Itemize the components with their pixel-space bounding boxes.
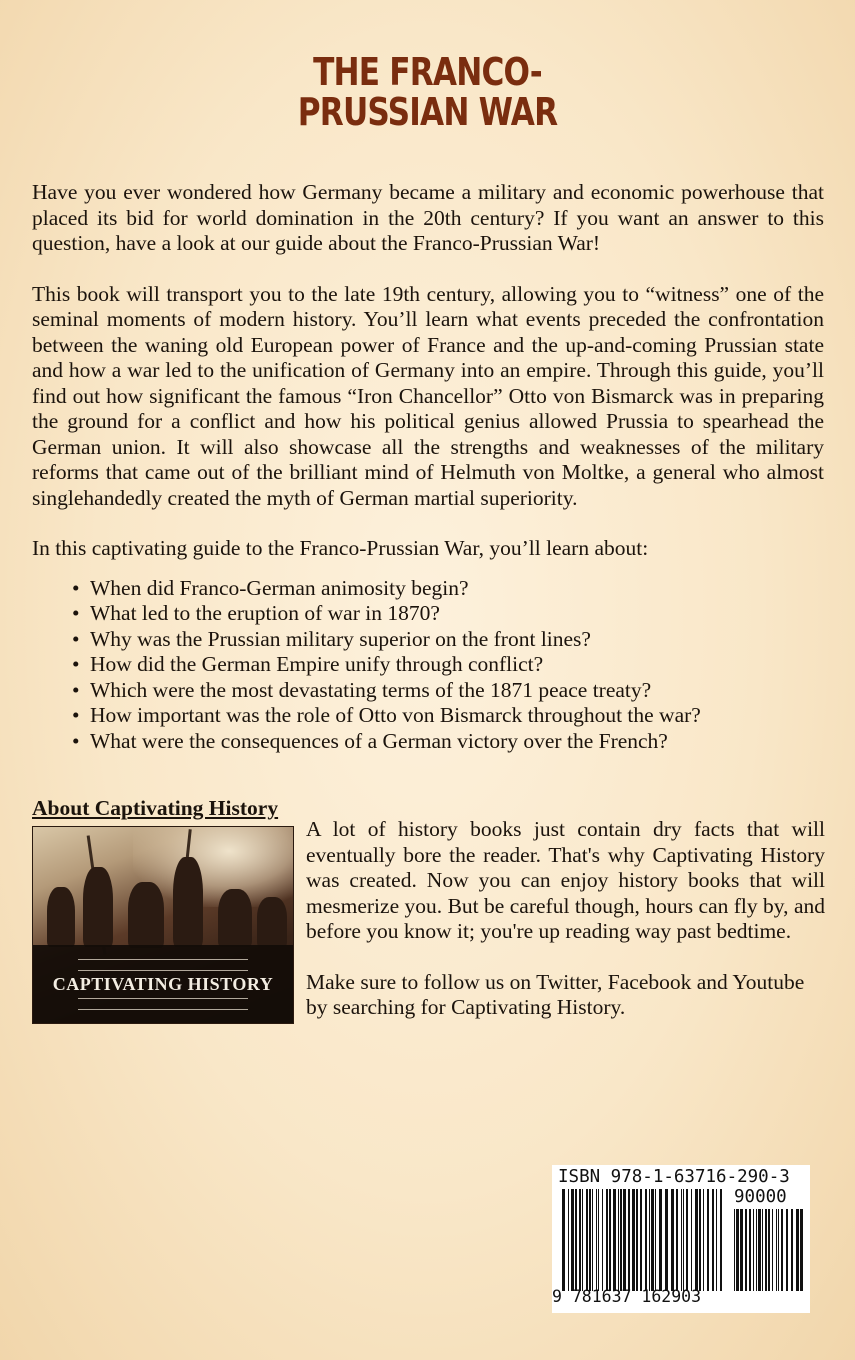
barcode-bar bbox=[645, 1189, 647, 1291]
soldier-figure bbox=[173, 857, 203, 947]
barcode-bar bbox=[655, 1189, 656, 1291]
barcode-bar bbox=[699, 1189, 701, 1291]
barcode-bar bbox=[575, 1189, 577, 1291]
barcode-bar bbox=[695, 1189, 698, 1291]
barcode-bar bbox=[800, 1209, 803, 1291]
barcode-bar bbox=[756, 1209, 757, 1291]
publisher-logo-image bbox=[32, 826, 294, 1024]
barcode-bar bbox=[791, 1209, 793, 1291]
learn-about-intro: In this captivating guide to the Franco-Prussian War, you’ll learn about: bbox=[32, 536, 649, 560]
barcode-bar bbox=[649, 1189, 650, 1291]
learn-about-list bbox=[32, 576, 824, 755]
barcode-bar bbox=[681, 1189, 682, 1291]
barcode-bar bbox=[632, 1189, 635, 1291]
barcode-bar bbox=[758, 1209, 761, 1291]
logo-band bbox=[33, 945, 293, 1023]
about-heading: About Captivating History bbox=[32, 796, 279, 820]
barcode-bar bbox=[651, 1189, 654, 1291]
barcode-bar bbox=[796, 1209, 799, 1291]
title-line-1: THE FRANCO- bbox=[313, 50, 542, 94]
soldier-figure bbox=[83, 867, 113, 947]
barcode-bar bbox=[736, 1209, 739, 1291]
barcode-bar bbox=[691, 1189, 692, 1291]
barcode-bar bbox=[602, 1189, 603, 1291]
barcode-bar bbox=[716, 1189, 717, 1291]
summary-paragraph: This book will transport you to the late 19th century, allowing you to “witness” one of the seminal moments of modern history. You’ll learn what events preceded the confrontation between the waning old European power of France and the up-and-coming Prussian state and how a war led to the unification of Germany into an empire. Through this guide, you’ll find out how significant the famous “Iron Chancellor” Otto von Bismarck was in preparing the ground for a conflict and how his political genius allowed Prussia to spearhead the German union. It will also showcase all the strengths and weaknesses of the military reforms that came out of the brilliant mind of Helmuth von Moltke, a general who almost singlehandedly created the myth of German martial superiority. bbox=[32, 281, 824, 510]
barcode-bar bbox=[683, 1189, 684, 1291]
list-item: • Which were the most devastating terms of the 1871 peace treaty? bbox=[90, 678, 824, 704]
isbn-barcode bbox=[552, 1165, 810, 1313]
barcode-bar bbox=[720, 1189, 722, 1291]
follow-paragraph: Make sure to follow us on Twitter, Facebook and Youtube by searching for Captivating History. bbox=[306, 969, 805, 1019]
about-text bbox=[306, 817, 825, 1046]
barcode-bar bbox=[686, 1189, 688, 1291]
barcode-bar bbox=[676, 1189, 678, 1291]
barcode-bar bbox=[740, 1209, 743, 1291]
barcode-bar bbox=[707, 1189, 709, 1291]
barcode-bar bbox=[776, 1209, 777, 1291]
ornament-top bbox=[78, 959, 248, 971]
barcode-bar bbox=[606, 1189, 608, 1291]
soldier-figure bbox=[47, 887, 75, 947]
barcode-bar bbox=[762, 1209, 763, 1291]
barcode-bar bbox=[589, 1189, 591, 1291]
barcode-bar bbox=[749, 1209, 751, 1291]
barcode-bar bbox=[598, 1189, 599, 1291]
description bbox=[32, 180, 824, 754]
about-paragraph: A lot of history books just contain dry facts that will eventually bore the reader. That's why Captivating History was created. Now you can enjoy history books that will mesmerize you. But be careful though, hours can fly by, and before you know it; you're up reading way past bedtime. bbox=[306, 817, 825, 943]
book-title bbox=[77, 52, 778, 132]
barcode-bar bbox=[753, 1209, 754, 1291]
barcode-bar bbox=[636, 1189, 638, 1291]
soldier-figure bbox=[257, 897, 287, 947]
barcode-bar bbox=[659, 1189, 662, 1291]
ornament-bottom bbox=[78, 998, 248, 1010]
barcode-bar bbox=[562, 1189, 565, 1291]
barcode-bar bbox=[772, 1209, 773, 1291]
barcode-bar bbox=[665, 1189, 668, 1291]
barcode-bar bbox=[734, 1209, 735, 1291]
barcode-bar bbox=[628, 1189, 630, 1291]
list-item: • Why was the Prussian military superior on the front lines? bbox=[90, 627, 824, 653]
barcode-bar bbox=[765, 1209, 767, 1291]
barcode-bar bbox=[786, 1209, 788, 1291]
title-line-2: PRUSSIAN WAR bbox=[297, 90, 558, 134]
barcode-bar bbox=[568, 1189, 569, 1291]
barcode-bar bbox=[609, 1189, 611, 1291]
barcode-bar bbox=[703, 1189, 704, 1291]
barcode-bar bbox=[571, 1189, 574, 1291]
list-item: • How important was the role of Otto von Bismarck throughout the war? bbox=[90, 703, 824, 729]
barcode-bar bbox=[745, 1209, 747, 1291]
barcode-bar bbox=[618, 1189, 619, 1291]
barcode-bar bbox=[586, 1189, 588, 1291]
list-item: • When did Franco-German animosity begin? bbox=[90, 576, 824, 602]
soldier-figure bbox=[128, 882, 164, 948]
barcode-bars bbox=[562, 1189, 722, 1291]
barcode-bar bbox=[582, 1189, 583, 1291]
intro-paragraph: Have you ever wondered how Germany became a military and economic powerhouse that placed its bid for world domination in the 20th century? If you want an answer to this question, have a look at our guide about the Franco-Prussian War! bbox=[32, 180, 824, 255]
list-item: • What were the consequences of a German victory over the French? bbox=[90, 729, 824, 755]
barcode-bar bbox=[592, 1189, 593, 1291]
barcode-bar bbox=[781, 1209, 783, 1291]
barcode-bar bbox=[768, 1209, 770, 1291]
barcode-bar bbox=[613, 1189, 616, 1291]
soldier-figure bbox=[218, 889, 252, 947]
list-item: • How did the German Empire unify through conflict? bbox=[90, 652, 824, 678]
barcode-bar bbox=[579, 1189, 581, 1291]
list-item: • What led to the eruption of war in 1870? bbox=[90, 601, 824, 627]
ean-digits: 9 781637 162903 bbox=[552, 1287, 702, 1306]
barcode-bar bbox=[712, 1189, 714, 1291]
price-addon-text: 90000 bbox=[734, 1187, 787, 1207]
barcode-bar bbox=[671, 1189, 674, 1291]
barcode-bar bbox=[640, 1189, 642, 1291]
barcode-bar bbox=[620, 1189, 622, 1291]
logo-label: CAPTIVATING HISTORY bbox=[52, 973, 274, 994]
addon-barcode-bars bbox=[734, 1209, 804, 1291]
barcode-bar bbox=[623, 1189, 626, 1291]
isbn-text: ISBN 978-1-63716-290-3 bbox=[558, 1167, 790, 1187]
barcode-bar bbox=[596, 1189, 597, 1291]
barcode-bar bbox=[778, 1209, 779, 1291]
